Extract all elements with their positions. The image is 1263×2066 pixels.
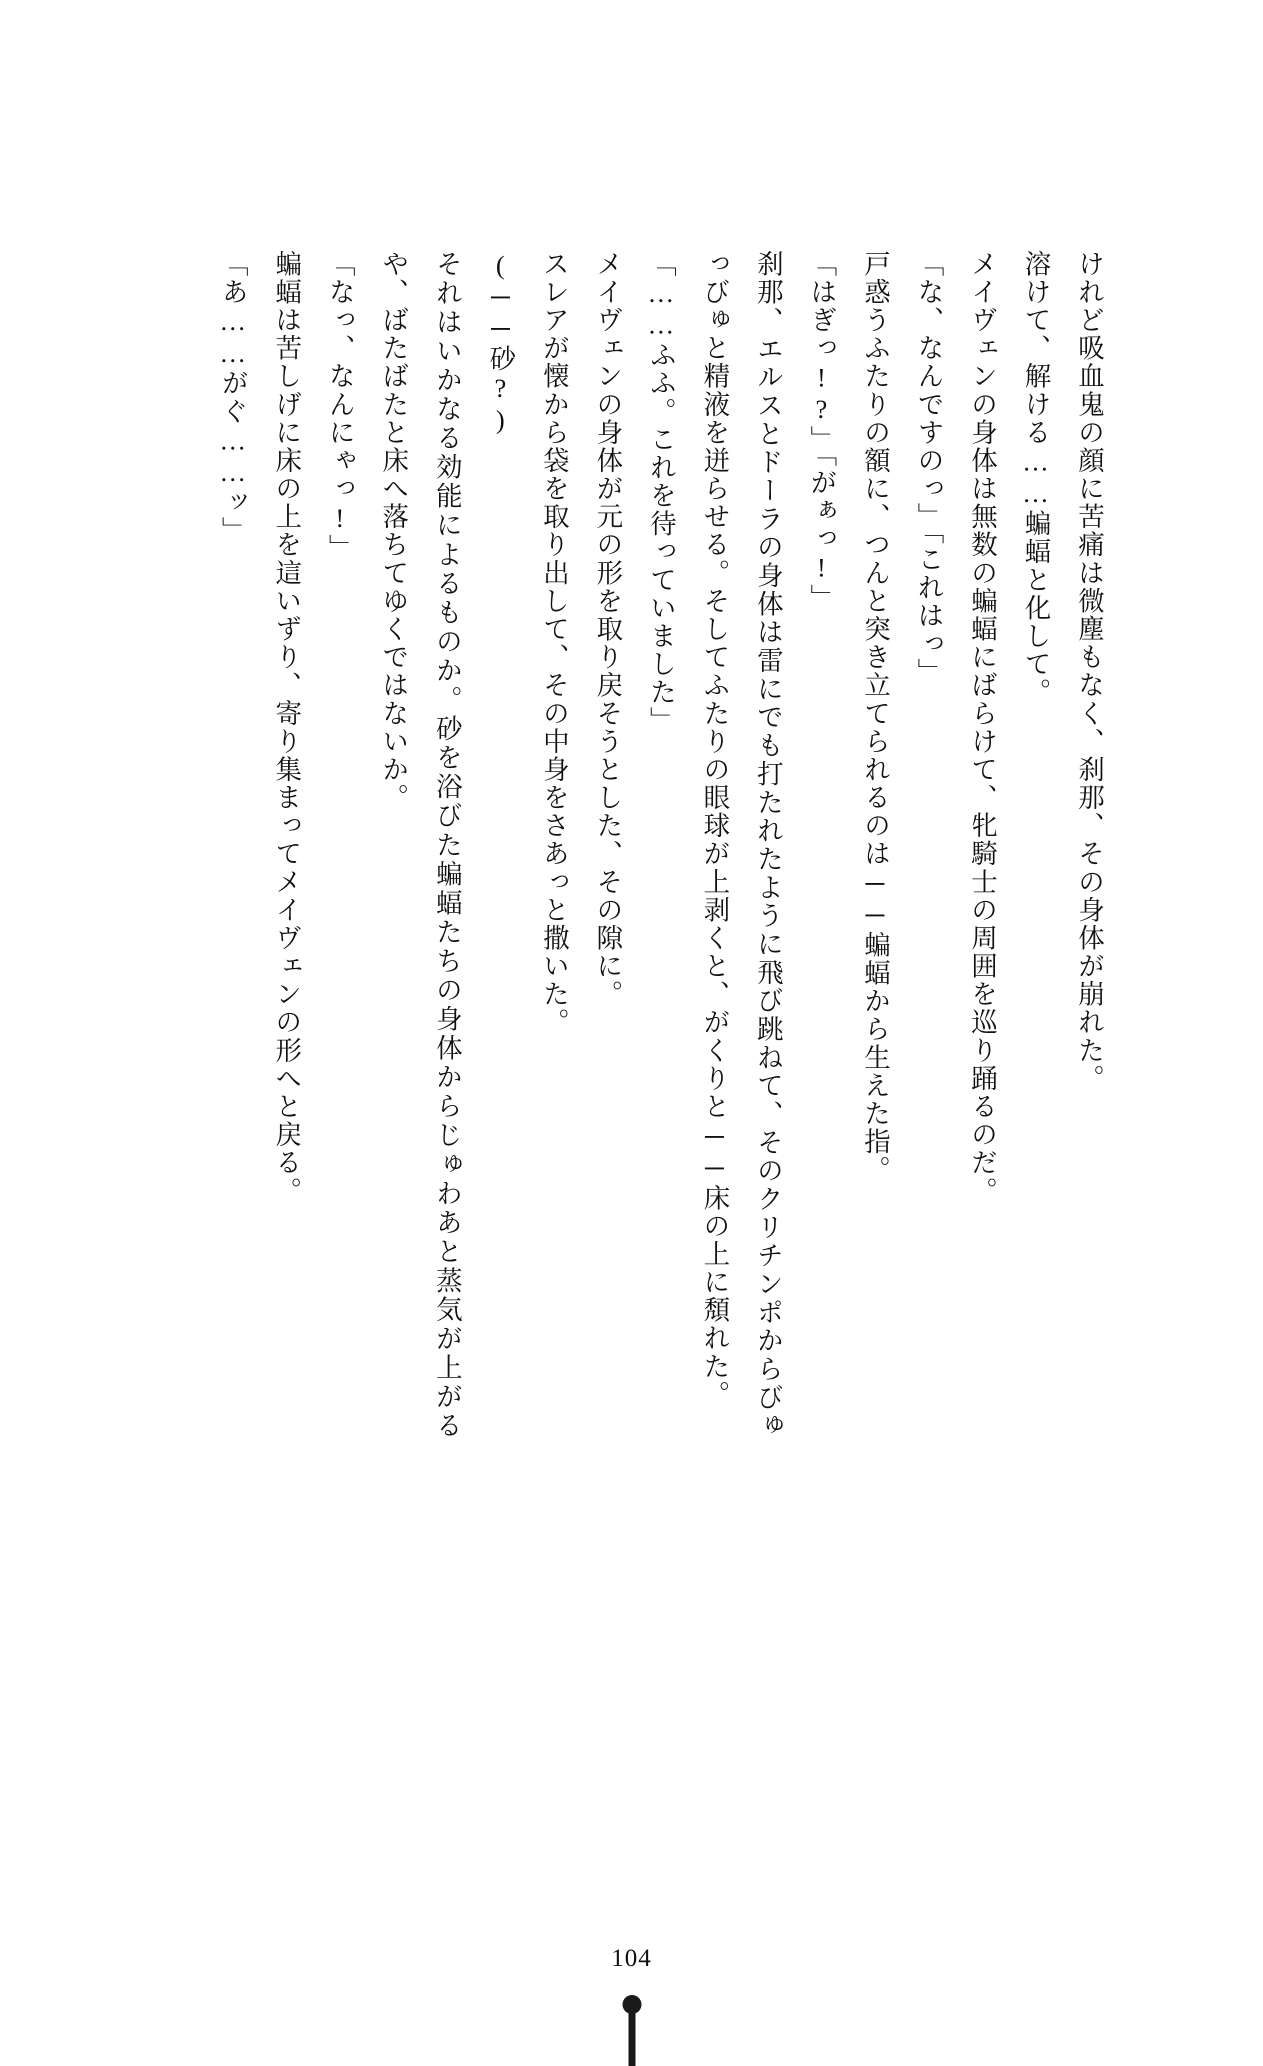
paragraph: メイヴェンの身体は無数の蝙蝠にばらけて、牝騎士の周囲を巡り踊るのだ。	[966, 250, 997, 1206]
paragraph: 「はぎっ!?」「がぁっ!」	[806, 250, 837, 613]
paragraph: 「あ……がぐ……ッ」	[217, 250, 248, 545]
paragraph: それはいかなる効能によるものか。砂を浴びた蝙蝠たちの身体からじゅわあと蒸気が上がるや、ばたばたと床へ落ちてゆくではないか。	[378, 250, 462, 1440]
paragraph: 「……ふふ。これを待っていました」	[645, 250, 676, 735]
paragraph: メイヴェンの身体が元の形を取り戻そうとした、その隙に。	[592, 250, 623, 1009]
paragraph: (──砂?)	[485, 250, 516, 437]
paragraph: スレアが懐から袋を取り出して、その中身をさあっと撒いた。	[538, 250, 569, 1037]
paragraph: 刹那、エルスとドーラの身体は雷にでも打たれたように飛び跳ねて、そのクリチンポからびゅっびゅと精液を迸らせる。そしてふたりの眼球が上剥くと、がくりと──床の上に頽れた。	[699, 250, 783, 1440]
paragraph: 蝙蝠は苦しげに床の上を這いずり、寄り集まってメイヴェンの形へと戻る。	[271, 250, 302, 1206]
paragraph: 「なっ、なんにゃっ!」	[324, 250, 355, 563]
paragraph: 戸惑うふたりの額に、つんと突き立てられるのは──蝙蝠から生えた指。	[859, 250, 890, 1184]
body-text-vertical	[195, 250, 1115, 1440]
paragraph: けれど吸血鬼の顔に苦痛は微塵もなく、刹那、その身体が崩れた。	[1074, 250, 1104, 1093]
paragraph: 溶けて、解ける……蝙蝠と化して。	[1020, 250, 1051, 707]
paragraph: 「な、なんですのっ」「これはっ」	[913, 250, 944, 687]
footer-bar-ornament	[628, 2004, 635, 2066]
page-number: 104	[611, 1945, 652, 1972]
